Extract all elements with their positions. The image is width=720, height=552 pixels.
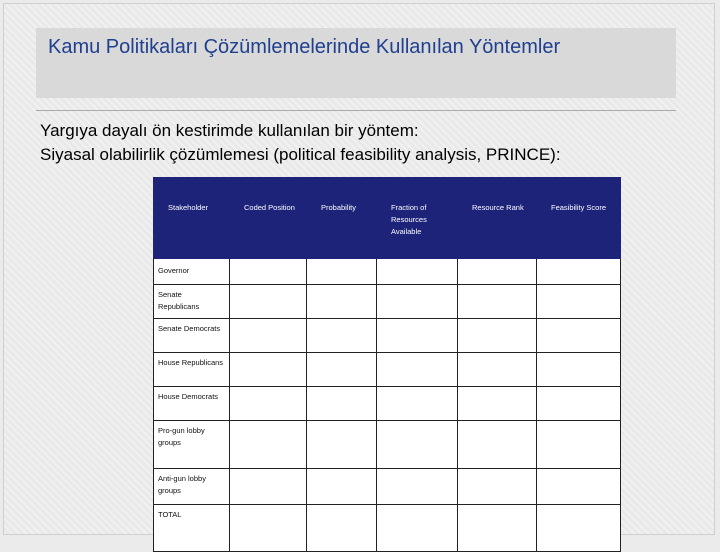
table-cell (377, 505, 458, 552)
table-cell (377, 469, 458, 505)
table-cell (458, 285, 537, 319)
header-fraction-of-resources: Fraction of Resources Available (377, 178, 458, 259)
table-header-row (154, 178, 621, 259)
body-line-2: Siyasal olabilirlik çözümlemesi (political feasibility analysis, PRINCE): (40, 145, 561, 164)
stakeholder-cell: Governor (154, 259, 230, 285)
stakeholder-cell: House Democrats (154, 387, 230, 421)
feasibility-table (153, 177, 621, 552)
title-divider (36, 110, 676, 111)
body-line-1: Yargıya dayalı ön kestirimde kullanılan bir yöntem: (40, 121, 419, 140)
table-row (154, 259, 621, 285)
table-cell (307, 421, 377, 469)
table-cell (230, 505, 307, 552)
table-cell (537, 353, 621, 387)
table-cell (537, 285, 621, 319)
table-row (154, 421, 621, 469)
table-cell (458, 319, 537, 353)
stakeholder-cell: House Republicans (154, 353, 230, 387)
table-row (154, 285, 621, 319)
table-cell (377, 259, 458, 285)
table-cell (230, 353, 307, 387)
table-cell (537, 387, 621, 421)
table-cell (230, 469, 307, 505)
header-stakeholder: Stakeholder (154, 178, 230, 259)
table-cell (537, 505, 621, 552)
title-banner (36, 28, 676, 98)
stakeholder-cell: TOTAL (154, 505, 230, 552)
stakeholder-cell: Pro-gun lobby groups (154, 421, 230, 469)
table-cell (458, 353, 537, 387)
table-cell (458, 421, 537, 469)
header-probability: Probability (307, 178, 377, 259)
stakeholder-cell: Senate Democrats (154, 319, 230, 353)
table-cell (537, 319, 621, 353)
stakeholder-cell: Senate Republicans (154, 285, 230, 319)
table-cell (377, 387, 458, 421)
table-cell (377, 319, 458, 353)
table-cell (537, 469, 621, 505)
table-cell (307, 469, 377, 505)
table-cell (377, 353, 458, 387)
table-cell (537, 421, 621, 469)
table-cell (537, 259, 621, 285)
table-cell (230, 319, 307, 353)
feasibility-table-container (153, 177, 620, 524)
header-feasibility-score: Feasibility Score (537, 178, 621, 259)
table-cell (307, 387, 377, 421)
table-cell (307, 319, 377, 353)
table-cell (377, 285, 458, 319)
table-cell (458, 259, 537, 285)
table-cell (230, 421, 307, 469)
table-cell (230, 285, 307, 319)
table-row (154, 469, 621, 505)
slide-title: Kamu Politikaları Çözümlemelerinde Kullanılan Yöntemler (48, 36, 561, 58)
header-coded-position: Coded Position (230, 178, 307, 259)
table-cell (458, 469, 537, 505)
table-cell (458, 505, 537, 552)
table-cell (230, 259, 307, 285)
table-cell (230, 387, 307, 421)
table-row (154, 387, 621, 421)
table-cell (307, 259, 377, 285)
table-cell (307, 285, 377, 319)
table-cell (307, 353, 377, 387)
table-cell (458, 387, 537, 421)
body-text (40, 119, 690, 167)
table-cell (377, 421, 458, 469)
header-resource-rank: Resource Rank (458, 178, 537, 259)
stakeholder-cell: Anti-gun lobby groups (154, 469, 230, 505)
table-row (154, 505, 621, 552)
table-row (154, 319, 621, 353)
table-row (154, 353, 621, 387)
table-cell (307, 505, 377, 552)
